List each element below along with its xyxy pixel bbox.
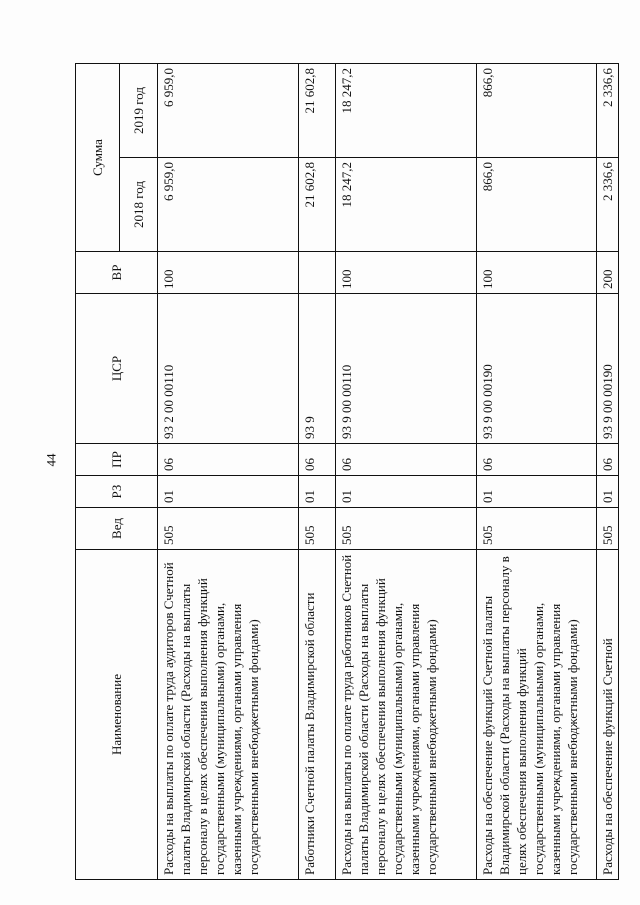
header-rz: РЗ [76,476,158,508]
table-row [477,64,597,880]
cell-pr: 06 [477,444,597,476]
cell-pr: 06 [158,444,299,476]
cell-csr: 93 9 [299,294,336,444]
cell-name: Расходы на выплаты по оплате труда работников Счетной палаты Владимирской области (Расходы на выплаты персоналу в целях обеспечения выполнения функций государственными (муниципальными) органами, казенными учреждениями, органами управления государственными внебюджетными фондами) [336,550,477,880]
header-pr: ПР [76,444,158,476]
cell-rz: 01 [299,476,336,508]
budget-table [75,63,619,880]
header-2019: 2019 год [120,64,158,158]
cell-ved: 505 [336,508,477,550]
cell-csr: 93 2 00 00110 [158,294,299,444]
cell-y2018: 6 959,0 [158,158,299,252]
header-ved: Вед [76,508,158,550]
cell-y2019: 6 959,0 [158,64,299,158]
cell-y2019: 2 336,6 [597,64,619,158]
cell-vr: 100 [477,252,597,294]
cell-vr: 100 [158,252,299,294]
cell-y2018: 18 247,2 [336,158,477,252]
cell-rz: 01 [597,476,619,508]
cell-vr [299,252,336,294]
budget-table-rotated [75,64,615,880]
cell-csr: 93 9 00 00190 [597,294,619,444]
cell-pr: 06 [336,444,477,476]
cell-y2018: 2 336,6 [597,158,619,252]
cell-rz: 01 [158,476,299,508]
table-row [597,64,619,880]
cell-rz: 01 [336,476,477,508]
cell-rz: 01 [477,476,597,508]
page-number: 44 [43,453,59,467]
table-row [336,64,477,880]
cell-vr: 100 [336,252,477,294]
cell-name: Расходы на обеспечение функций Счетной [597,550,619,880]
header-name: Наименование [76,550,158,880]
cell-ved: 505 [158,508,299,550]
cell-pr: 06 [299,444,336,476]
cell-pr: 06 [597,444,619,476]
cell-csr: 93 9 00 00110 [336,294,477,444]
header-2018: 2018 год [120,158,158,252]
header-sum: Сумма [76,64,120,252]
cell-vr: 200 [597,252,619,294]
cell-ved: 505 [597,508,619,550]
cell-name: Расходы на выплаты по оплате труда аудиторов Счетной палаты Владимирской области (Расходы на выплаты персоналу в целях обеспечения выполнения функций государственными (муниципальными) органами, казенными учреждениями, органами управления государственными внебюджетными фондами) [158,550,299,880]
table-row [299,64,336,880]
cell-y2018: 21 602,8 [299,158,336,252]
cell-name: Работники Счетной палаты Владимирской области [299,550,336,880]
header-vr: ВР [76,252,158,294]
cell-y2019: 21 602,8 [299,64,336,158]
cell-name: Расходы на обеспечение функций Счетной палаты Владимирской области (Расходы на выплаты персоналу в целях обеспечения выполнения функций государственными (муниципальными) органами, казенными учреждениями, органами управления государственными внебюджетными фондами) [477,550,597,880]
cell-ved: 505 [477,508,597,550]
cell-ved: 505 [299,508,336,550]
cell-csr: 93 9 00 00190 [477,294,597,444]
header-csr: ЦСР [76,294,158,444]
cell-y2018: 866,0 [477,158,597,252]
cell-y2019: 866,0 [477,64,597,158]
table-row [158,64,299,880]
cell-y2019: 18 247,2 [336,64,477,158]
